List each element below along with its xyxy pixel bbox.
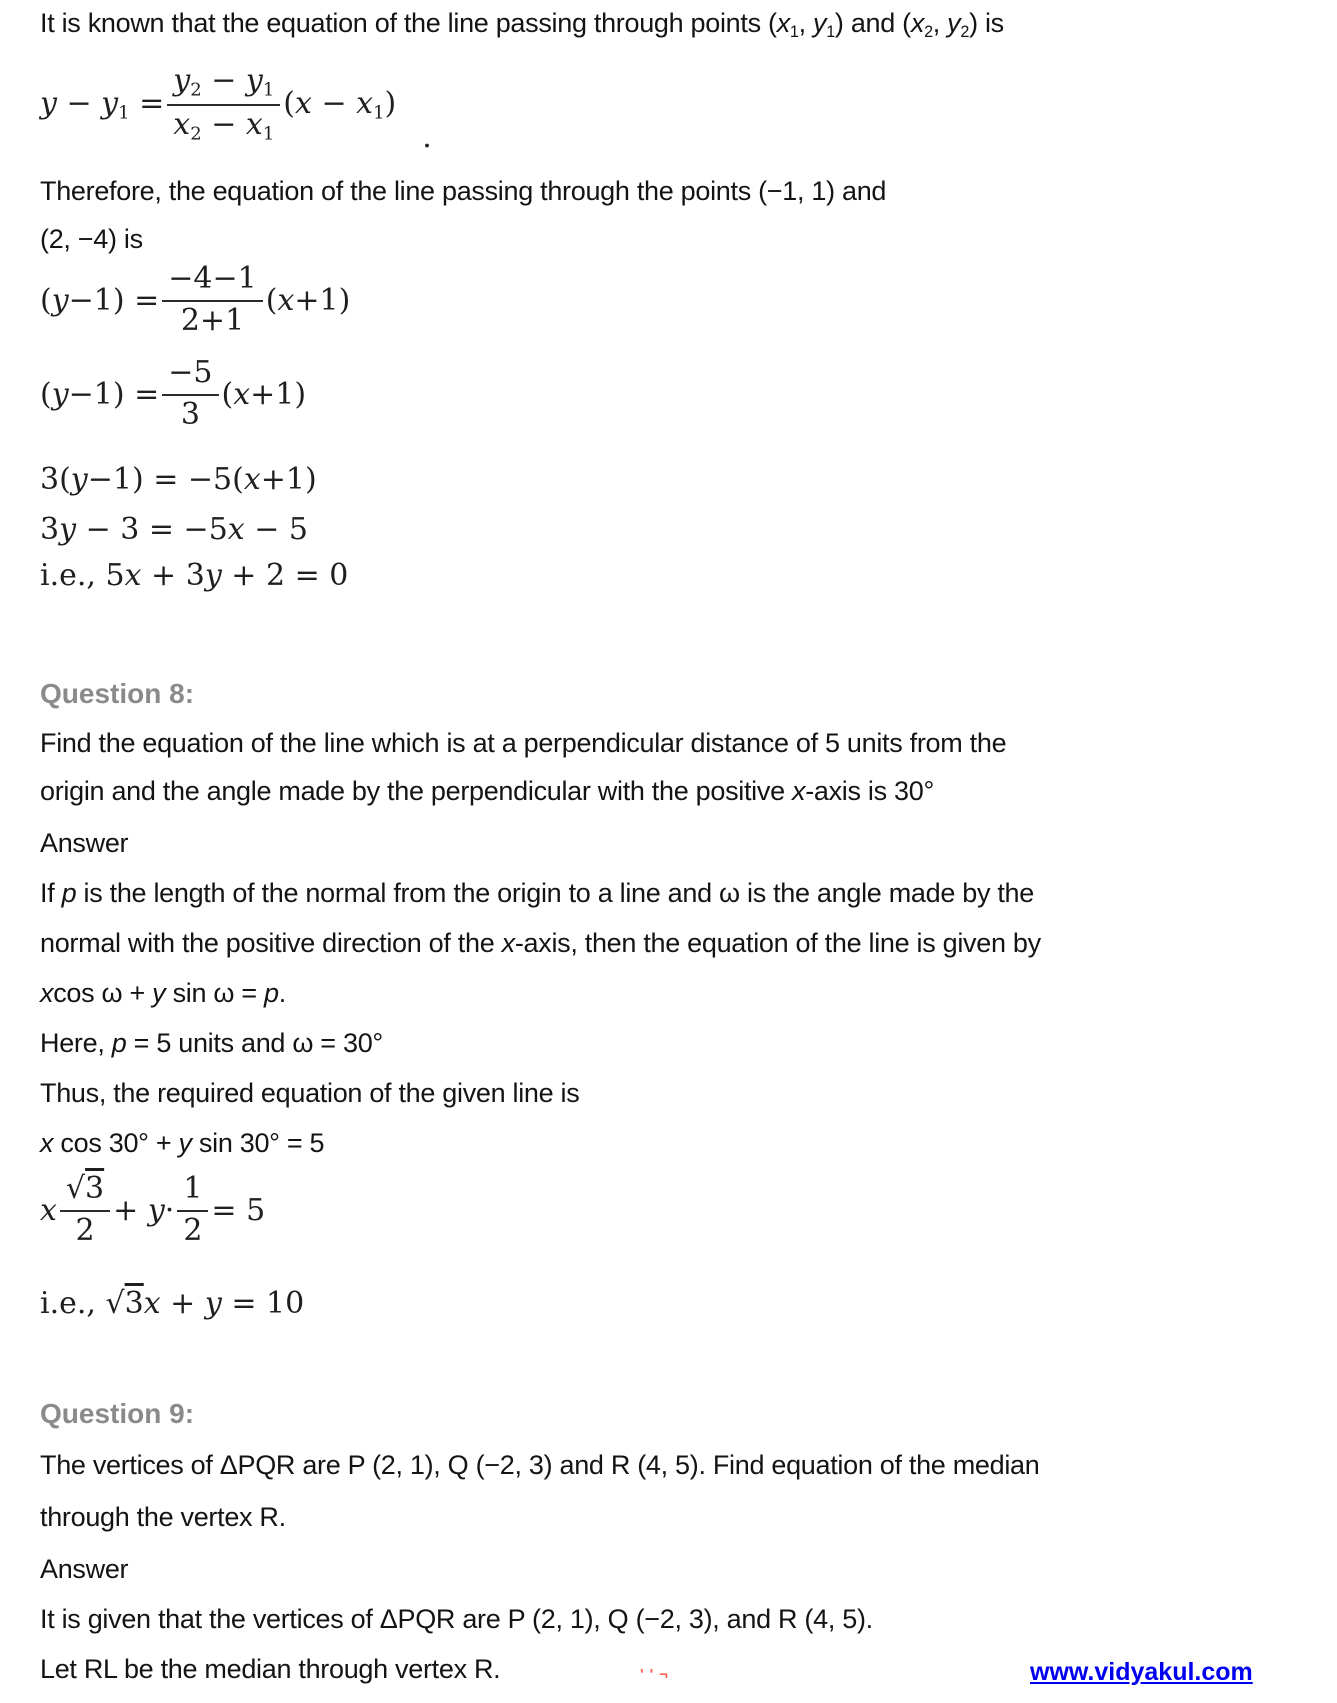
fraction-1-over-2	[177, 1172, 208, 1248]
fraction-denominator: 3	[180, 396, 200, 432]
question-8-text-line-1: Find the equation of the line which is at a perpendicular distance of 5 units from the	[40, 728, 1007, 758]
fraction-numerator: y2 − y1	[167, 64, 280, 106]
equation-left: (y−1) =	[40, 376, 160, 412]
fraction	[167, 64, 280, 145]
fraction	[162, 356, 218, 432]
question-9-text-line-2: through the vertex R.	[40, 1502, 286, 1532]
question-9-answer-label: Answer	[40, 1554, 129, 1584]
equation-step-3: 3(y−1) = −5(x+1)	[40, 462, 317, 497]
question-8-answer-line-3: xcos ω + y sin ω = p.	[40, 978, 286, 1008]
vidyakul-site-link[interactable]: www.vidyakul.com	[1030, 1658, 1253, 1686]
fraction	[162, 262, 262, 338]
question-8-answer-line-1: If p is the length of the normal from the origin to a line and ω is the angle made by the	[40, 878, 1034, 908]
equation-left: (y−1) =	[40, 282, 160, 318]
question-8-answer-line-6: x cos 30° + y sin 30° = 5	[40, 1128, 325, 1158]
question-9-header: Question 9:	[40, 1398, 195, 1429]
question-8-answer-line-4: Here, p = 5 units and ω = 30°	[40, 1028, 383, 1058]
equation-step-4: 3y − 3 = −5x − 5	[40, 512, 308, 547]
equation-q8-fractions	[40, 1172, 265, 1248]
equation-middle: + y·	[113, 1192, 175, 1228]
question-8-text-line-2: origin and the angle made by the perpendicular with the positive x-axis is 30°	[40, 776, 934, 806]
equation-tail: = 5	[211, 1192, 266, 1228]
therefore-line-2: (2, −4) is	[40, 224, 143, 254]
fraction-numerator: 1	[177, 1172, 208, 1212]
fraction-numerator: −5	[162, 356, 218, 396]
question-8-answer-line-5: Thus, the required equation of the given line is	[40, 1078, 580, 1108]
fraction-denominator: 2	[183, 1212, 203, 1248]
equation-result-q8: i.e., √3x + y = 10	[40, 1286, 305, 1321]
therefore-line-1: Therefore, the equation of the line passing through the points (−1, 1) and	[40, 176, 887, 206]
fraction-denominator: 2+1	[180, 302, 245, 338]
red-print-artifacts: ''¬	[640, 1666, 674, 1683]
equation-result-q7: i.e., 5x + 3y + 2 = 0	[40, 558, 349, 593]
fraction-denominator: 2	[75, 1212, 95, 1248]
equation-right: (x+1)	[221, 376, 307, 412]
equation-two-point-form	[40, 63, 432, 156]
fraction-numerator: −4−1	[162, 262, 262, 302]
question-9-text-line-1: The vertices of ΔPQR are P (2, 1), Q (−2, 3) and R (4, 5). Find equation of the median	[40, 1450, 1040, 1480]
question-9-answer-line-1: It is given that the vertices of ΔPQR are P (2, 1), Q (−2, 3), and R (4, 5).	[40, 1604, 873, 1634]
question-8-answer-line-2: normal with the positive direction of the x-axis, then the equation of the line is given by	[40, 928, 1041, 958]
equation-right: (x − x1)	[283, 85, 397, 124]
equation-right: (x+1)	[265, 282, 351, 318]
equation-step-1	[40, 262, 350, 338]
intro-line: It is known that the equation of the line passing through points (x1, y1) and (x2, y2) is	[40, 8, 1004, 41]
equation-left: y − y1 =	[40, 85, 165, 124]
question-8-answer-label: Answer	[40, 828, 129, 858]
question-8-header: Question 8:	[40, 678, 195, 709]
fraction-sqrt3-over-2	[60, 1172, 110, 1248]
equation-period: .	[422, 120, 432, 156]
fraction-numerator: √3	[60, 1172, 110, 1212]
fraction-denominator: x2 − x1	[173, 107, 275, 145]
equation-lead: x	[40, 1192, 57, 1228]
equation-step-2	[40, 356, 306, 432]
question-9-answer-line-2: Let RL be the median through vertex R.	[40, 1654, 501, 1684]
